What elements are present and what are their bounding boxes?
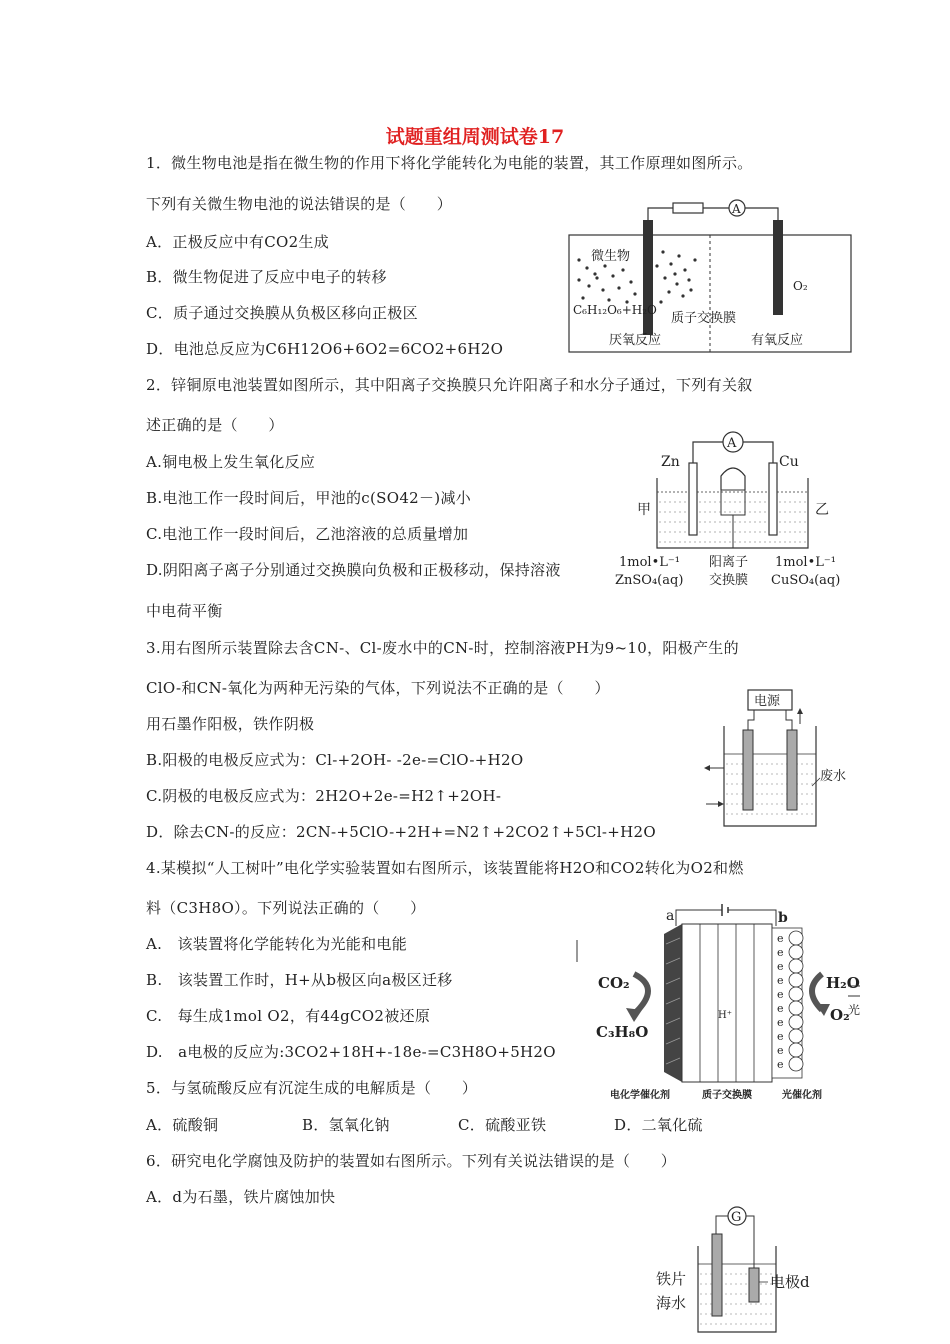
q5-option-a: A．硫酸铜 [146, 1116, 219, 1134]
q3-outlet-arrow-head [704, 765, 710, 771]
q2-stem: 2．锌铜原电池装置如图所示，其中阳离子交换膜只允许阳离子和水分子通过，下列有关叙 [146, 376, 753, 394]
q6-galvanometer-label: G [731, 1210, 742, 1225]
q6-wire-right [746, 1216, 754, 1268]
q2-cu-electrode [769, 463, 777, 535]
q5-stem: 5．与氢硫酸反应有沉淀生成的电解质是（ ） [146, 1079, 478, 1097]
q2-ammeter-label: A [727, 436, 737, 451]
q6-option-a: A．d为石墨，铁片腐蚀加快 [146, 1188, 336, 1206]
q6-seawater-label: 海水 [656, 1294, 687, 1312]
page-title: 试题重组周测试卷17 [385, 126, 565, 148]
q4-electron-label: e [777, 988, 784, 1001]
q1-aerobic-label: 有氧反应 [751, 333, 804, 348]
q4-electron-label: e [777, 1030, 784, 1043]
q2-left-conc: 1mol•L⁻¹ [619, 555, 680, 570]
q2-left-cell-label: 甲 [637, 502, 651, 518]
q4-membrane-block [682, 924, 772, 1082]
q3-option-a: 用石墨作阳极，铁作阴极 [146, 715, 315, 733]
q2-wire-left [693, 442, 723, 463]
q1-ammeter-label: A [732, 202, 741, 216]
q2-right-conc: 1mol•L⁻¹ [775, 555, 836, 570]
q1-stem-2: 下列有关微生物电池的说法错误的是（ ） [146, 195, 453, 213]
q4-option-d: D. a电极的反应为:3CO2+18H+-18e-=C3H8O+5H2O [146, 1043, 556, 1061]
q4-a-label: a [666, 908, 675, 924]
q1-glucose-label: C₆H₁₂O₆+H₂O [573, 303, 657, 317]
q5-option-d: D．二氧化硫 [614, 1116, 703, 1134]
q6-liquid-pattern [700, 1274, 774, 1324]
q2-membrane-label-2: 交换膜 [709, 573, 749, 588]
q4-electron-label: e [777, 1044, 784, 1057]
q3-option-b: B.阳极的电极反应式为：Cl-+2OH- -2e-=ClO-+H2O [146, 751, 524, 769]
q1-figure-microbial-cell [565, 190, 855, 356]
q6-iron-label: 铁片 [656, 1270, 687, 1288]
q6-iron-plate [712, 1234, 722, 1316]
q1-membrane-label: 质子交换膜 [671, 311, 737, 326]
q2-zn-label: Zn [661, 454, 680, 470]
q1-wire-left [648, 208, 673, 220]
q5-option-b: B．氢氧化钠 [302, 1116, 390, 1134]
q4-left-arrow-head [626, 1008, 642, 1022]
q3-option-d: D．除去CN-的反应：2CN-+5ClO-+2H+=N2↑+2CO2↑+5Cl-+H2O [146, 823, 656, 841]
q1-option-a: A．正极反应中有CO2生成 [146, 233, 330, 251]
q3-option-c: C.阴极的电极反应式为：2H2O+2e-=H2↑+2OH- [146, 787, 502, 805]
q3-liquid-pattern [726, 764, 814, 814]
q2-zn-electrode [689, 463, 697, 535]
q2-right-solution: CuSO₄(aq) [771, 573, 841, 588]
q3-gas-arrow-head [797, 708, 803, 714]
q1-stem: 1．微生物电池是指在微生物的作用下将化学能转化为电能的装置，其工作原理如图所示。 [146, 154, 753, 172]
q2-stem-2: 述正确的是（ ） [146, 416, 284, 434]
q1-option-c: C．质子通过交换膜从负极区移向正极区 [146, 304, 418, 322]
q6-electrode-label: 电极d [770, 1273, 810, 1291]
q4-electron-label: e [777, 1058, 784, 1071]
q3-container [724, 726, 816, 826]
q4-catalyst-left-label: 电化学催化剂 [610, 1090, 670, 1100]
q4-hplus-label: H⁺ [718, 1010, 732, 1021]
q3-power-label: 电源 [754, 694, 781, 709]
q3-stem: 3.用右图所示装置除去含CN-、Cl-废水中的CN-时，控制溶液PH为9~10，阳极产生的 [146, 639, 739, 657]
q2-cu-label: Cu [779, 454, 799, 470]
q3-wastewater-label: 废水 [820, 769, 847, 784]
q4-electron-label: e [777, 932, 784, 945]
q4-option-b: B. 该装置工作时，H+从b极区向a极区迁移 [146, 971, 453, 989]
q1-option-b: B．微生物促进了反应中电子的转移 [146, 268, 387, 286]
q2-membrane-label-1: 阳离子 [709, 555, 749, 570]
q2-left-solution: ZnSO₄(aq) [615, 573, 684, 588]
q4-electron-label: e [777, 1016, 784, 1029]
q3-stem-2: ClO-和CN-氧化为两种无污染的气体，下列说法不正确的是（ ） [146, 679, 610, 697]
q4-co2-label: CO₂ [598, 974, 630, 992]
q1-right-electrode [773, 220, 783, 315]
q1-microbe-label: 微生物 [591, 249, 631, 264]
q1-anaerobic-label: 厌氧反应 [609, 333, 662, 348]
q5-option-c: C．硫酸亚铁 [458, 1116, 547, 1134]
q4-catalyst-right-label: 光催化剂 [782, 1090, 822, 1100]
q3-cathode [787, 730, 797, 810]
q2-membrane-top [721, 468, 745, 490]
q4-option-c: C. 每生成1mol O2，有44gCO2被还原 [146, 1007, 431, 1025]
q2-option-d-tail: 中电荷平衡 [146, 602, 223, 620]
q6-stem: 6．研究电化学腐蚀及防护的装置如右图所示。下列有关说法错误的是（ ） [146, 1152, 677, 1170]
q2-option-b: B.电池工作一段时间后，甲池的c(SO42－)减小 [146, 489, 472, 507]
q3-anode [743, 730, 753, 810]
q4-h2o-label: H₂O [826, 974, 860, 992]
q4-light-label: 光 [848, 1003, 861, 1017]
q1-resistor [673, 203, 703, 213]
q4-c3h8o-label: C₃H₈O [596, 1023, 649, 1041]
q4-figure-artificial-leaf [572, 904, 862, 1100]
q6-wire-left [716, 1216, 728, 1234]
q4-electron-label: e [777, 1002, 784, 1015]
q4-b-label: b [778, 910, 788, 926]
q1-wire-right [745, 208, 778, 220]
q1-left-electrode [643, 220, 653, 335]
q6-beaker [698, 1246, 776, 1332]
q4-membrane-label: 质子交换膜 [702, 1090, 752, 1100]
q2-figure-zn-cu-cell [605, 430, 860, 595]
q2-membrane-box [721, 490, 745, 515]
q2-option-a: A.铜电极上发生氧化反应 [146, 453, 316, 471]
q3-figure-electrolysis [700, 686, 860, 831]
q6-electrode-d [749, 1268, 759, 1302]
q1-oxygen-label: O₂ [793, 279, 808, 293]
q2-right-cell-label: 乙 [815, 502, 829, 518]
q4-electron-label: e [777, 960, 784, 973]
q3-inlet-arrow-head [718, 801, 724, 807]
q4-electron-label: e [777, 946, 784, 959]
q4-stem: 4.某模拟“人工树叶”电化学实验装置如右图所示，该装置能将H2O和CO2转化为O2和燃 [146, 859, 744, 877]
q2-option-d: D.阴阳离子离子分别通过交换膜向负极和正极移动，保持溶液 [146, 561, 561, 579]
q3-wire-left [748, 710, 754, 730]
q6-figure-corrosion [650, 1200, 850, 1340]
q2-wire-right [743, 442, 773, 463]
q4-option-a: A. 该装置将化学能转化为光能和电能 [146, 935, 408, 953]
q2-option-c: C.电池工作一段时间后，乙池溶液的总质量增加 [146, 525, 469, 543]
q3-wire-right [786, 710, 792, 730]
q1-option-d: D．电池总反应为C6H12O6+6O2=6CO2+6H2O [146, 340, 504, 358]
q4-left-curved-arrow [634, 974, 648, 1014]
q4-stem-2: 料（C3H8O）。下列说法正确的（ ） [146, 899, 426, 917]
q4-electron-label: e [777, 974, 784, 987]
q4-o2-label: O₂ [830, 1006, 850, 1024]
